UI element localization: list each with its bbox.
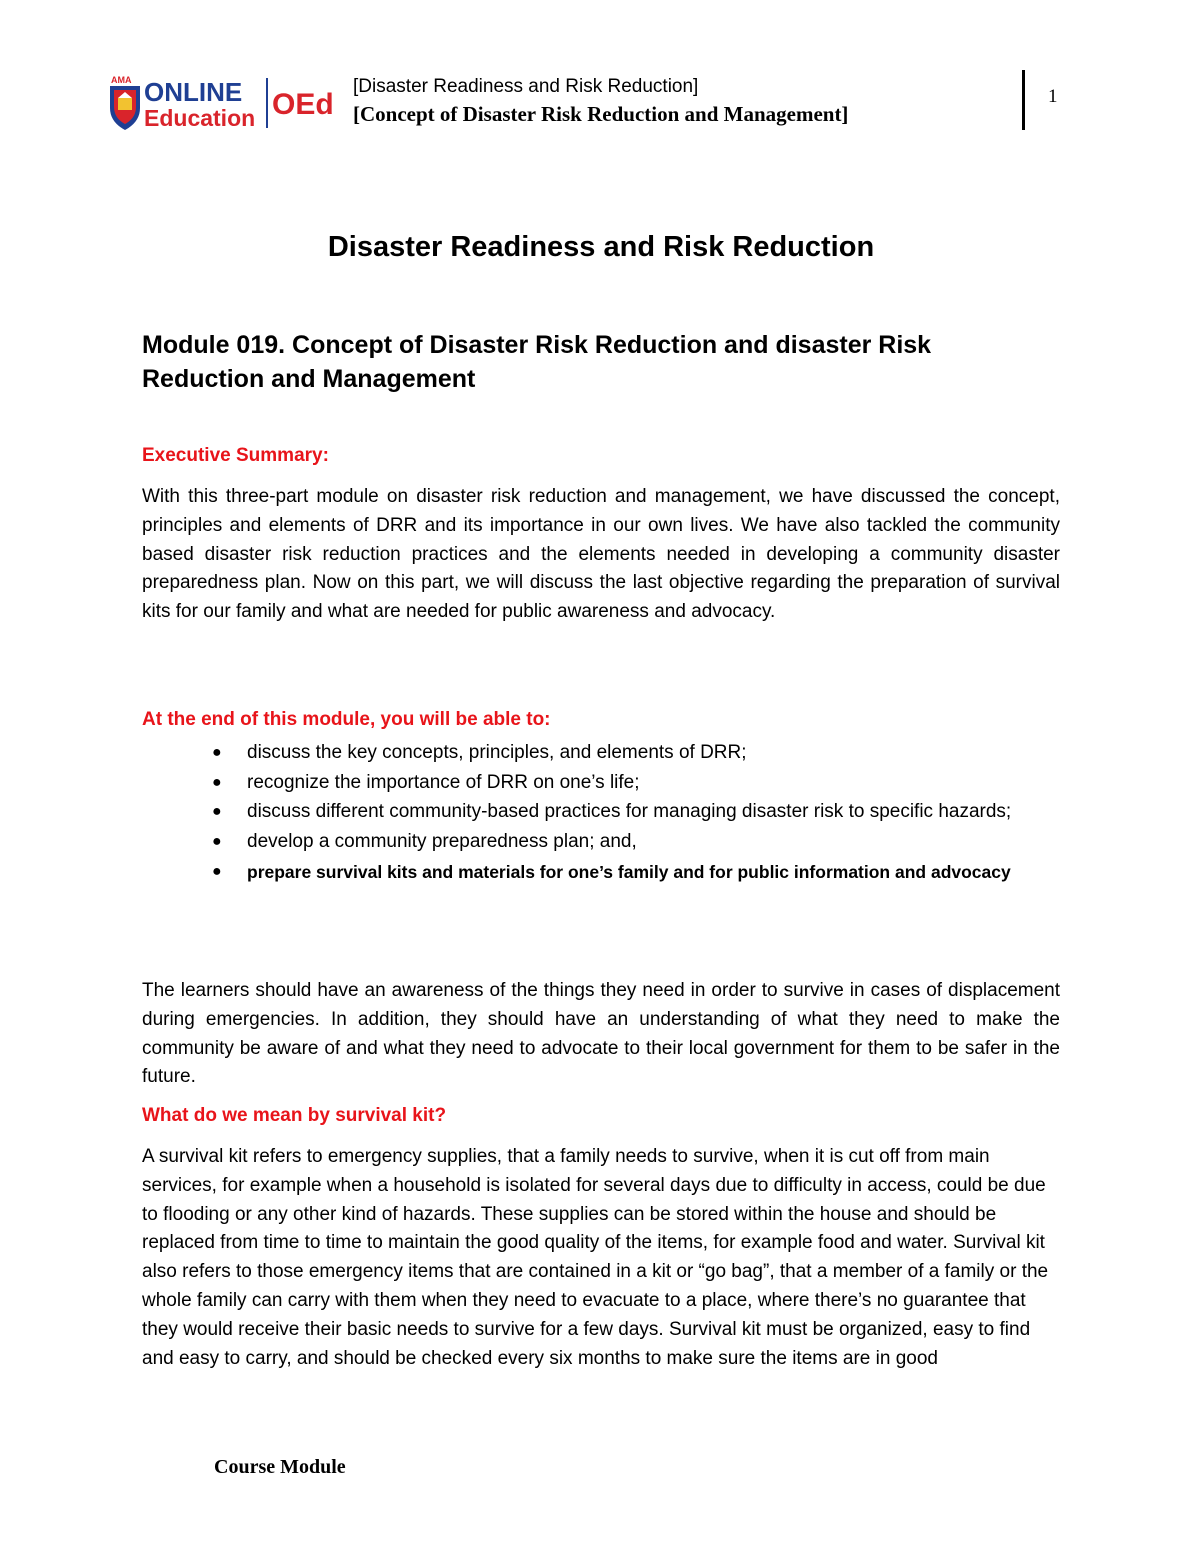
module-heading-line1: Module 019. Concept of Disaster Risk Reduction and disaster Risk	[142, 331, 932, 359]
survival-kit-paragraph: A survival kit refers to emergency supplies, that a family needs to survive, when it is cut off from main services, for example when a household is isolated for several days due to difficulty in access, could be due to flooding or any other kind of hazards. These supplies can be stored within the house and should be replaced from time to time to maintain the good quality of the items, for example food and water. Survival kit also refers to those emergency items that are contained in a kit or “go bag”, that a member of a family or the whole family can carry with them when they need to evacuate to a place, where there’s no guarantee that they would receive their basic needs to survive for a few days. Survival kit must be organized, easy to find and easy to carry, and should be checked every six months to make sure the items are in good	[142, 1146, 1049, 1369]
module-heading-line2: Reduction and Management	[142, 365, 476, 393]
online-education-logo	[106, 74, 346, 132]
bullet-icon: ●	[212, 832, 222, 850]
module-heading	[142, 328, 1060, 396]
ama-text: AMA	[111, 75, 132, 85]
page-number: 1	[1048, 86, 1058, 107]
list-item	[142, 797, 1060, 827]
header-course-title: [Disaster Readiness and Risk Reduction]	[353, 76, 699, 97]
footer-label: Course Module	[214, 1456, 346, 1478]
executive-summary-paragraph: With this three-part module on disaster risk reduction and management, we have discussed the concept, principles and elements of DRR and its importance in our own lives. We have also tackled the community based disaster risk reduction practices and the elements needed in developing a community disaster preparedness plan. Now on this part, we will discuss the last objective regarding the preparation of survival kits for our family and what are needed for public awareness and advocacy.	[142, 486, 1060, 623]
oed-text: OEd	[272, 88, 334, 121]
header-divider	[1022, 70, 1025, 130]
list-item	[142, 856, 1060, 884]
learners-paragraph: The learners should have an awareness of the things they need in order to survive in cases of displacement during emergencies. In addition, they should have an understanding of what they need to make the community be aware of and what they need to advocate to their local government for them to be safer in the future.	[142, 980, 1060, 1088]
objective-text: discuss different community-based practices for managing disaster risk to specific hazards;	[247, 801, 1012, 822]
document-title: Disaster Readiness and Risk Reduction	[327, 231, 875, 263]
objective-text: develop a community preparedness plan; and,	[247, 830, 637, 852]
objective-text: prepare survival kits and materials for one’s family and for public information and advocacy	[247, 862, 1011, 882]
objective-text: discuss the key concepts, principles, and elements of DRR;	[247, 742, 747, 763]
header-titles	[353, 74, 1013, 128]
objectives-list	[142, 738, 1060, 884]
logo-divider	[266, 78, 268, 128]
online-text: ONLINE	[144, 77, 243, 107]
executive-summary-heading: Executive Summary:	[142, 445, 329, 466]
bullet-icon: ●	[212, 863, 222, 880]
education-text: Education	[144, 105, 256, 131]
bullet-icon: ●	[212, 744, 222, 761]
list-item	[142, 768, 1060, 798]
bullet-icon: ●	[212, 803, 222, 820]
list-item	[142, 738, 1060, 768]
survival-kit-heading: What do we mean by survival kit?	[142, 1105, 447, 1126]
list-item	[142, 827, 1060, 857]
objective-text: recognize the importance of DRR on one’s life;	[247, 771, 640, 793]
objectives-heading: At the end of this module, you will be able to:	[142, 709, 551, 730]
bullet-icon: ●	[212, 773, 222, 791]
crest-icon	[110, 86, 140, 130]
header-module-title: [Concept of Disaster Risk Reduction and Management]	[353, 102, 849, 126]
